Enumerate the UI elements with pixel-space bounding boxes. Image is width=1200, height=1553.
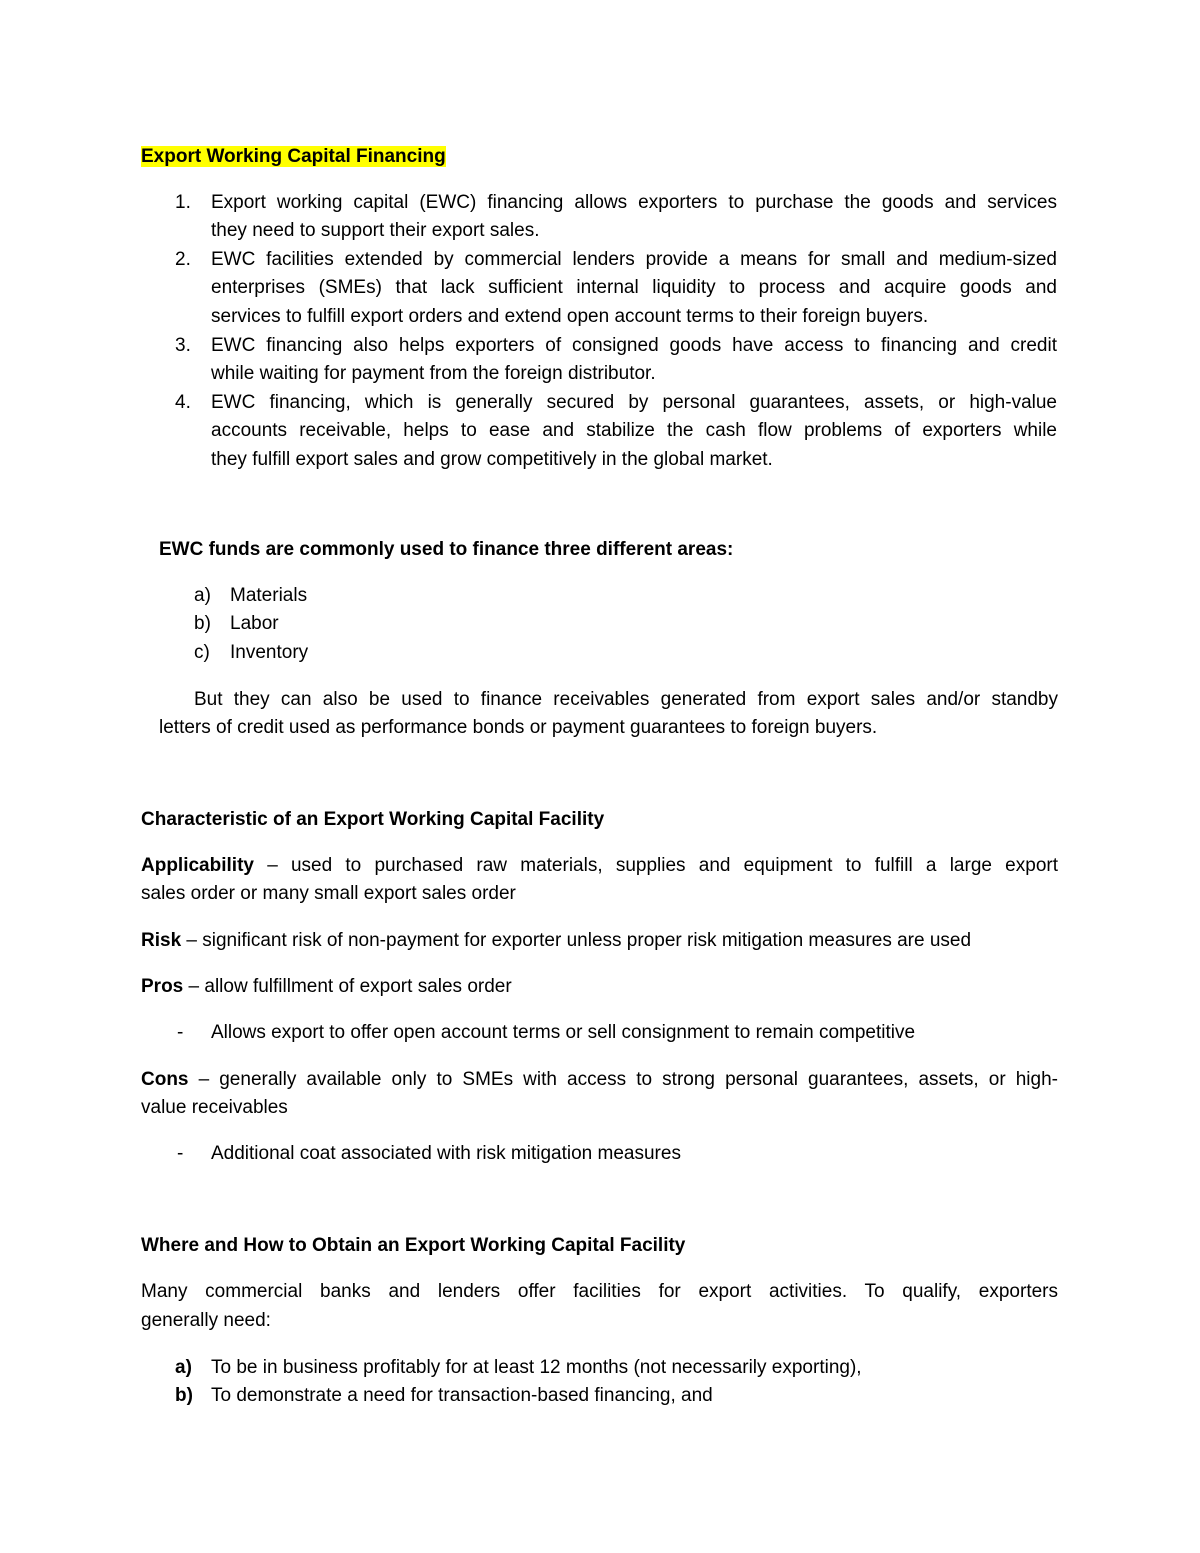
where-heading: Where and How to Obtain an Export Working Capital Facility (141, 1235, 686, 1256)
paragraph-line: letters of credit used as performance bonds or payment guarantees to foreign buyers. (159, 717, 878, 738)
bullet-dash: - (177, 1143, 184, 1164)
list-marker: 4. (175, 392, 191, 413)
list-marker: a) (175, 1357, 192, 1378)
cons-text: – generally available only to SMEs with access to strong personal guarantees, assets, or high- (188, 1069, 1058, 1090)
list-item: To demonstrate a need for transaction-based financing, and (211, 1385, 713, 1406)
list-item-line: services to fulfill export orders and extend open account terms to their foreign buyers. (211, 306, 929, 327)
paragraph-line: Many commercial banks and lenders offer facilities for export activities. To qualify, exporters (141, 1281, 1058, 1302)
list-marker: 3. (175, 335, 191, 356)
applicability-line (141, 852, 1058, 880)
list-marker: a) (194, 585, 211, 606)
cons-bullet: Additional coat associated with risk mitigation measures (211, 1143, 681, 1164)
risk-line (141, 927, 971, 955)
pros-bullet: Allows export to offer open account terms or sell consignment to remain competitive (211, 1022, 916, 1043)
title-highlight: Export Working Capital Financing (141, 146, 446, 167)
list-item: Inventory (230, 642, 309, 663)
list-item-line: EWC facilities extended by commercial lenders provide a means for small and medium-sized (211, 249, 1057, 270)
risk-label: Risk (141, 930, 182, 951)
list-marker: c) (194, 642, 210, 663)
list-item-line: enterprises (SMEs) that lack sufficient internal liquidity to process and acquire goods and (211, 277, 1057, 298)
cons-line (141, 1066, 1058, 1094)
applicability-text: – used to purchased raw materials, supplies and equipment to fulfill a large export (253, 855, 1058, 876)
pros-text: – allow fulfillment of export sales order (183, 976, 512, 997)
list-item-line: EWC financing also helps exporters of consigned goods have access to financing and credit (211, 335, 1057, 356)
list-item: Labor (230, 613, 279, 634)
cons-label: Cons (141, 1069, 189, 1090)
paragraph-line: generally need: (141, 1310, 271, 1331)
list-item-line: while waiting for payment from the foreign distributor. (211, 363, 656, 384)
cons-continuation: value receivables (141, 1097, 288, 1118)
list-item-line: Export working capital (EWC) financing allows exporters to purchase the goods and services (211, 192, 1057, 213)
list-item: To be in business profitably for at least 12 months (not necessarily exporting), (211, 1357, 862, 1378)
bullet-dash: - (177, 1022, 184, 1043)
characteristic-heading: Characteristic of an Export Working Capital Facility (141, 809, 605, 830)
list-marker: b) (175, 1385, 193, 1406)
pros-label: Pros (141, 976, 184, 997)
document-title (141, 143, 446, 171)
paragraph-line: But they can also be used to finance receivables generated from export sales and/or standby (194, 689, 1058, 710)
list-item-line: accounts receivable, helps to ease and stabilize the cash flow problems of exporters while (211, 420, 1057, 441)
list-item: Materials (230, 585, 308, 606)
list-marker: 1. (175, 192, 191, 213)
funds-heading: EWC funds are commonly used to finance three different areas: (159, 539, 734, 560)
list-item-line: they fulfill export sales and grow competitively in the global market. (211, 449, 773, 470)
risk-text: – significant risk of non-payment for exporter unless proper risk mitigation measures are used (181, 930, 972, 951)
applicability-continuation: sales order or many small export sales order (141, 883, 516, 904)
pros-line (141, 973, 512, 1001)
list-marker: 2. (175, 249, 191, 270)
applicability-label: Applicability (141, 855, 254, 876)
list-marker: b) (194, 613, 211, 634)
list-item-line: EWC financing, which is generally secured by personal guarantees, assets, or high-value (211, 392, 1057, 413)
list-item-line: they need to support their export sales. (211, 220, 540, 241)
